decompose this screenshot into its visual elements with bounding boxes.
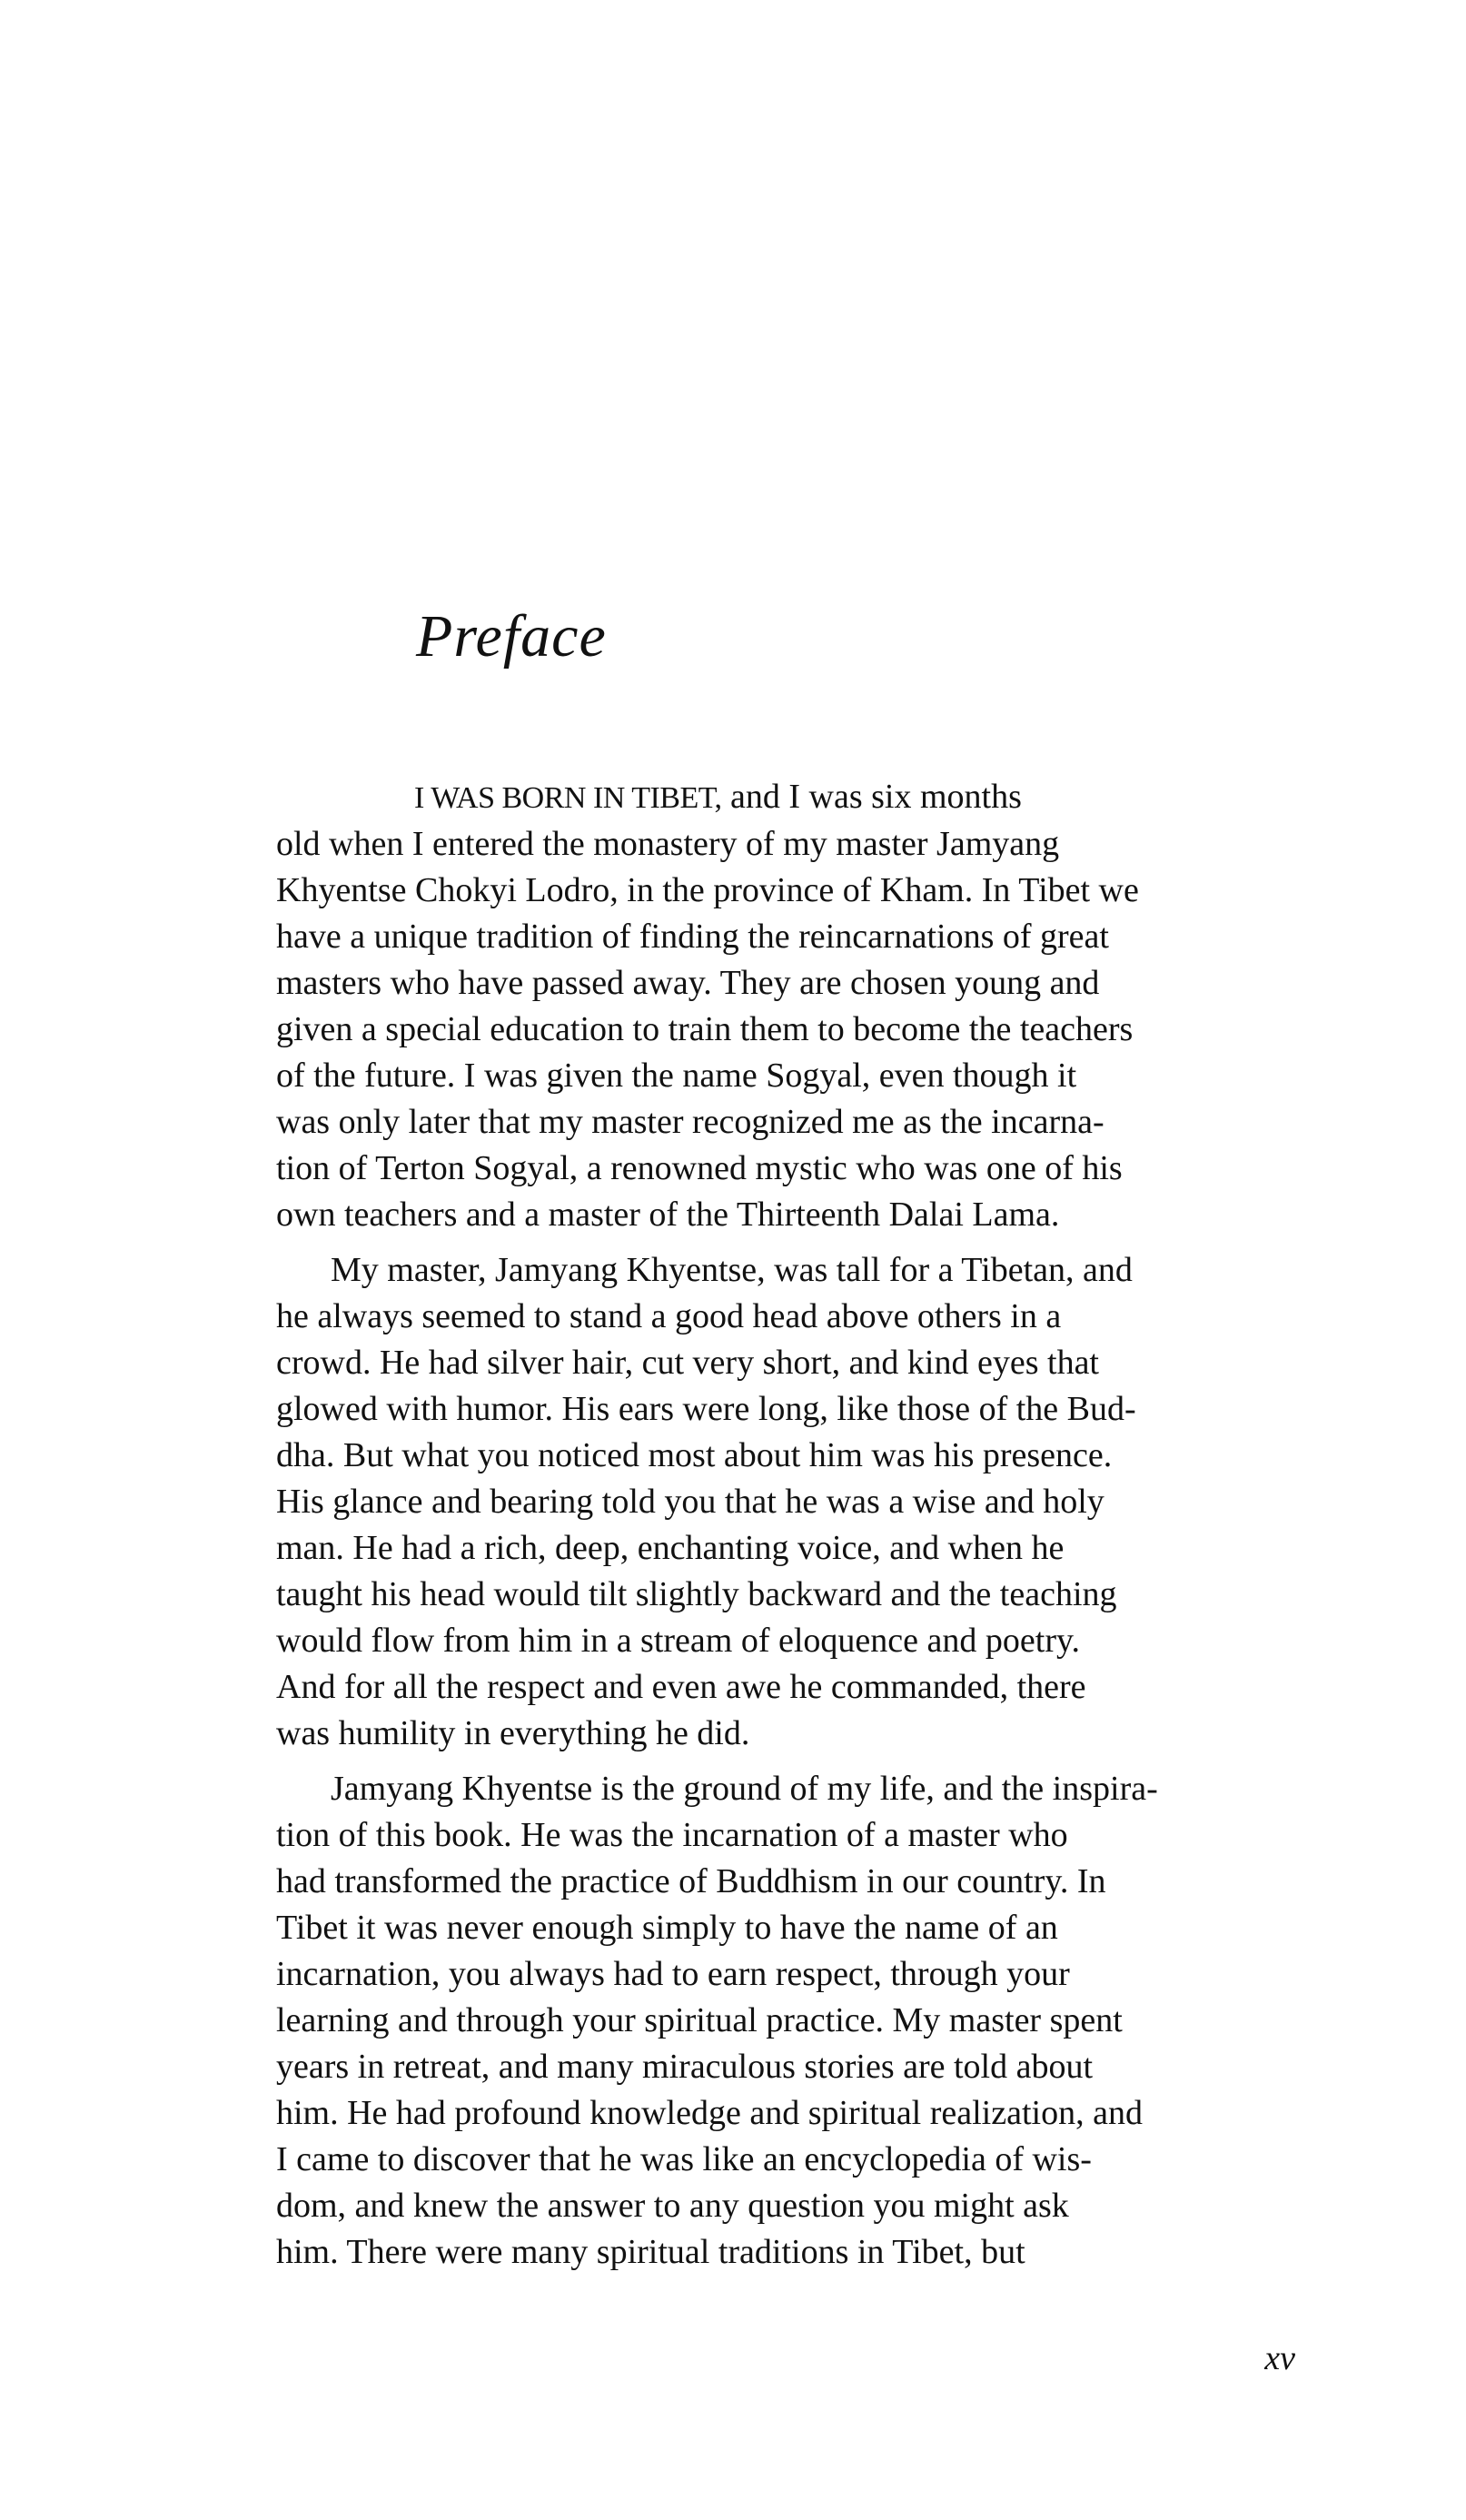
text-line: he always seemed to stand a good head above others in a [276,1297,1062,1335]
text-line: had transformed the practice of Buddhism in our country. In [276,1862,1106,1900]
text-line: tion of this book. He was the incarnation of a master who [276,1816,1068,1854]
text-line: masters who have passed away. They are chosen young and [276,964,1100,1002]
text-line: learning and through your spiritual practice. My master spent [276,2001,1123,2039]
text-line: glowed with humor. His ears were long, like those of the Bud- [276,1390,1136,1428]
paragraph-2 [276,1247,1312,1757]
first-line-rest: and I was six months [721,778,1022,816]
paragraph-3 [276,1766,1312,2276]
text-line: given a special education to train them to become the teachers [276,1010,1134,1048]
text-line: was humility in everything he did. [276,1714,750,1752]
text-line: would flow from him in a stream of eloquence and poetry. [276,1622,1081,1660]
text-line: have a unique tradition of finding the reincarnations of great [276,918,1109,956]
text-line: tion of Terton Sogyal, a renowned mystic who was one of his [276,1149,1123,1187]
opening-small-caps: I WAS BORN IN TIBET, [414,781,722,815]
text-line: him. He had profound knowledge and spiritual realization, and [276,2094,1143,2132]
text-line: Khyentse Chokyi Lodro, in the province of Kham. In Tibet we [276,871,1139,909]
text-line: years in retreat, and many miraculous stories are told about [276,2048,1094,2086]
paragraph-1-first-line [276,774,1312,821]
text-line: His glance and bearing told you that he was a wise and holy [276,1483,1104,1521]
text-line: dha. But what you noticed most about him was his presence. [276,1436,1113,1474]
text-line: was only later that my master recognized me as the incarna- [276,1103,1104,1141]
body-text [276,774,1312,2276]
text-line: of the future. I was given the name Sogyal, even though it [276,1057,1077,1095]
text-line: My master, Jamyang Khyentse, was tall for a Tibetan, and [331,1251,1133,1289]
text-line: incarnation, you always had to earn respect, through your [276,1955,1070,1993]
text-line: him. There were many spiritual traditions in Tibet, but [276,2233,1025,2271]
text-line: Jamyang Khyentse is the ground of my life, and the inspira- [331,1770,1158,1808]
text-line: dom, and knew the answer to any question you might ask [276,2187,1069,2225]
text-line: crowd. He had silver hair, cut very short, and kind eyes that [276,1344,1099,1382]
chapter-title: Preface [416,603,607,670]
text-line: And for all the respect and even awe he commanded, there [276,1668,1086,1706]
text-line: Tibet it was never enough simply to have the name of an [276,1909,1058,1947]
page-number: xv [1264,2339,1295,2377]
text-line: I came to discover that he was like an encyclopedia of wis- [276,2140,1092,2178]
text-line: taught his head would tilt slightly backward and the teaching [276,1575,1117,1613]
paragraph-1 [276,774,1312,1238]
text-line: own teachers and a master of the Thirteenth Dalai Lama. [276,1196,1060,1234]
text-line: man. He had a rich, deep, enchanting voice, and when he [276,1529,1065,1567]
text-line: old when I entered the monastery of my master Jamyang [276,825,1060,863]
